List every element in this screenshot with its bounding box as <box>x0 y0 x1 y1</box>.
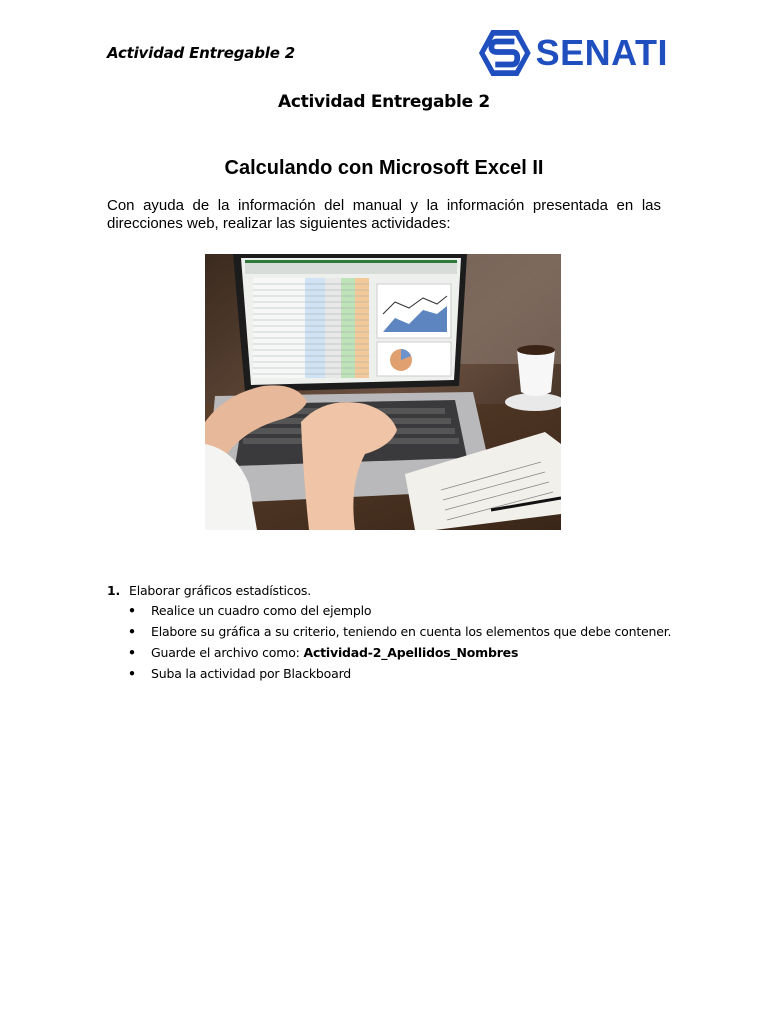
header-activity-label: Actividad Entregable 2 <box>107 44 295 62</box>
logo-text: SENATI <box>535 32 668 73</box>
task-list <box>107 583 707 687</box>
page-title: Calculando con Microsoft Excel II <box>224 157 544 179</box>
bullet-text: Suba la actividad por Blackboard <box>151 666 352 681</box>
list-item: • Realice un cuadro como del ejemplo <box>128 603 372 618</box>
senati-logo-icon <box>478 27 532 79</box>
list-item: • Guarde el archivo como: Actividad-2_Apellidos_Nombres <box>128 645 519 660</box>
laptop-excel-photo <box>205 254 561 530</box>
intro-paragraph: Con ayuda de la información del manual y la información presentada en las direcciones web, realizar las siguientes actividades: <box>107 197 661 232</box>
subtitle: Actividad Entregable 2 <box>278 92 490 112</box>
list-item: • Elabore su gráfica a su criterio, teniendo en cuenta los elementos que debe contener. <box>128 624 672 639</box>
bullet-text: Realice un cuadro como del ejemplo <box>151 603 372 618</box>
senati-logo <box>478 26 668 80</box>
task-number: 1. <box>107 583 121 598</box>
file-name-bold: Actividad-2_Apellidos_Nombres <box>303 645 519 660</box>
task-heading <box>107 583 707 603</box>
task-heading-text: Elaborar gráficos estadísticos. <box>129 583 312 598</box>
bullet-text: Guarde el archivo como: <box>151 645 304 660</box>
list-item: • Suba la actividad por Blackboard <box>128 666 352 681</box>
bullet-text: Elabore su gráfica a su criterio, teniendo en cuenta los elementos que debe contener. <box>151 624 672 639</box>
task-bullets <box>107 603 707 687</box>
